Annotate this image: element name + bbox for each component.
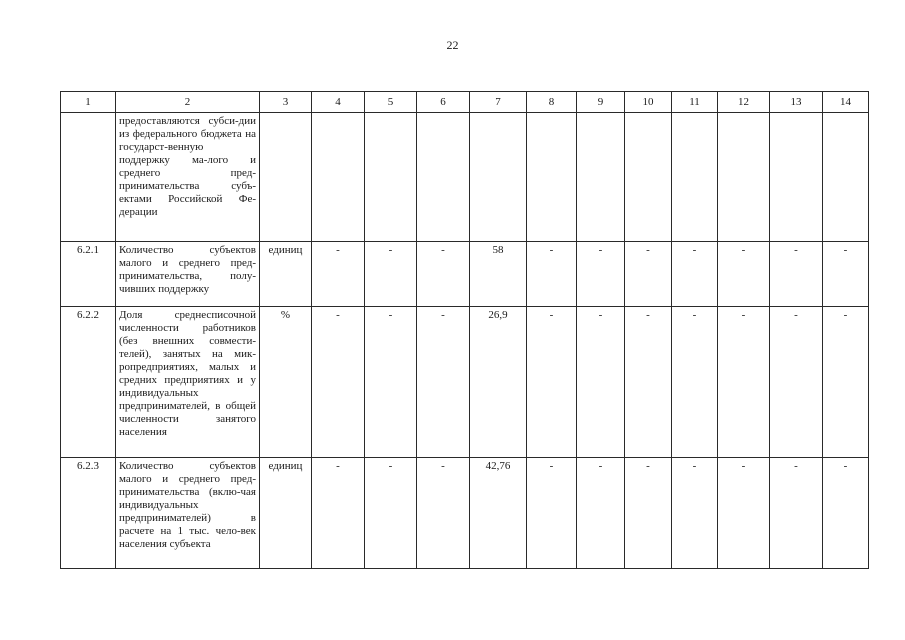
column-header: 12	[718, 92, 770, 113]
value-cell: -	[577, 458, 625, 569]
value-cell: -	[770, 458, 823, 569]
value-cell	[312, 113, 365, 242]
value-cell: -	[527, 458, 577, 569]
row-number: 6.2.2	[61, 307, 116, 458]
column-header: 11	[672, 92, 718, 113]
value-cell: -	[527, 242, 577, 307]
value-cell: -	[527, 307, 577, 458]
page-number: 22	[446, 38, 459, 52]
value-cell: 26,9	[470, 307, 527, 458]
indicator-description: Количество субъектов малого и среднего пред-принимательства (вклю-чая индивидуальных предпринимателей) в расчете на 1 тыс. чело-век населения субъекта	[116, 458, 260, 569]
indicator-description: Количество субъектов малого и среднего пред-принимательства, полу-чивших поддержку	[116, 242, 260, 307]
value-cell: -	[417, 307, 470, 458]
column-header: 14	[823, 92, 869, 113]
value-cell: 42,76	[470, 458, 527, 569]
value-cell	[577, 113, 625, 242]
value-cell	[672, 113, 718, 242]
value-cell: -	[823, 242, 869, 307]
value-cell: -	[417, 242, 470, 307]
value-cell: -	[625, 458, 672, 569]
value-cell	[823, 113, 869, 242]
column-header: 13	[770, 92, 823, 113]
indicator-description: предоставляются субси-дии из федерального бюджета на государст-венную поддержку ма-лого и среднего пред-принимательства субъ-ектами Российской Фе-дерации	[116, 113, 260, 242]
value-cell: -	[577, 242, 625, 307]
table-header-row	[61, 92, 869, 113]
value-cell	[527, 113, 577, 242]
value-cell	[417, 113, 470, 242]
row-number: 6.2.1	[61, 242, 116, 307]
value-cell: -	[365, 458, 417, 569]
value-cell: -	[770, 242, 823, 307]
value-cell: -	[823, 458, 869, 569]
table-row	[61, 307, 869, 458]
row-number: 6.2.3	[61, 458, 116, 569]
unit-cell: единиц	[260, 458, 312, 569]
value-cell	[365, 113, 417, 242]
table-row	[61, 113, 869, 242]
column-header: 6	[417, 92, 470, 113]
value-cell: -	[672, 242, 718, 307]
column-header: 4	[312, 92, 365, 113]
value-cell	[625, 113, 672, 242]
column-header: 2	[116, 92, 260, 113]
value-cell: -	[770, 307, 823, 458]
column-header: 10	[625, 92, 672, 113]
value-cell: 58	[470, 242, 527, 307]
unit-cell: %	[260, 307, 312, 458]
unit-cell	[260, 113, 312, 242]
indicator-description: Доля среднесписочной численности работников (без внешних совмести-телей), занятых на мик-ропредприятиях, малых и средних предприятиях и у индивидуальных предпринимателей, в общей численности занятого населения	[116, 307, 260, 458]
value-cell: -	[365, 307, 417, 458]
unit-cell: единиц	[260, 242, 312, 307]
value-cell	[770, 113, 823, 242]
column-header: 5	[365, 92, 417, 113]
table-row	[61, 458, 869, 569]
indicators-table	[60, 91, 869, 569]
value-cell	[470, 113, 527, 242]
table-row	[61, 242, 869, 307]
value-cell: -	[625, 242, 672, 307]
value-cell: -	[312, 458, 365, 569]
column-header: 1	[61, 92, 116, 113]
column-header: 8	[527, 92, 577, 113]
value-cell: -	[417, 458, 470, 569]
value-cell: -	[672, 307, 718, 458]
row-number	[61, 113, 116, 242]
value-cell	[718, 113, 770, 242]
value-cell: -	[823, 307, 869, 458]
value-cell: -	[672, 458, 718, 569]
value-cell: -	[625, 307, 672, 458]
column-header: 7	[470, 92, 527, 113]
value-cell: -	[718, 307, 770, 458]
value-cell: -	[718, 242, 770, 307]
value-cell: -	[577, 307, 625, 458]
column-header: 3	[260, 92, 312, 113]
value-cell: -	[312, 242, 365, 307]
value-cell: -	[718, 458, 770, 569]
value-cell: -	[365, 242, 417, 307]
value-cell: -	[312, 307, 365, 458]
column-header: 9	[577, 92, 625, 113]
